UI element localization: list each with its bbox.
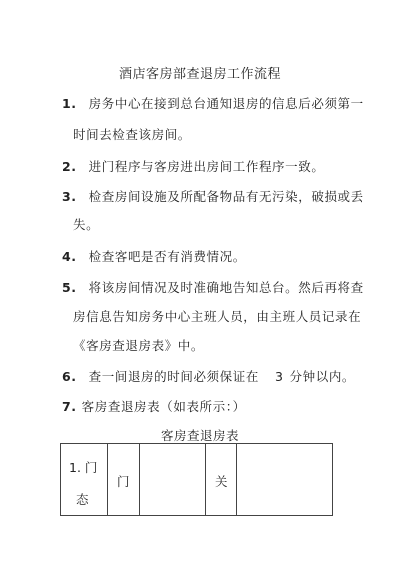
item-number: 3. [62, 189, 77, 204]
list-item-continuation: 时间去检查该房间。 [73, 127, 191, 142]
item-number: 2. [62, 159, 77, 174]
table-column-divider [205, 444, 206, 515]
list-item [62, 367, 355, 385]
list-item [62, 397, 246, 415]
table-cell-door: 门 [117, 474, 130, 489]
item-number: 6. [62, 369, 77, 384]
item-text: 进门程序与客房进出房间工作程序一致。 [88, 159, 325, 174]
item-number: 5. [62, 280, 77, 295]
list-item [62, 247, 246, 265]
list-item-continuation: 房信息告知房务中心主班人员，由主班人员记录在 [73, 309, 362, 324]
list-item [62, 157, 324, 175]
item-text: 房务中心在接到总台通知退房的信息后必须第一 [88, 96, 364, 111]
table-column-divider [236, 444, 237, 515]
list-item-continuation: 《客房查退房表》中。 [73, 338, 205, 353]
table-cell-closed: 关 [215, 474, 228, 489]
time-limit-value: 3 [274, 369, 284, 384]
item-number: 1. [62, 96, 77, 111]
checkout-table [60, 443, 333, 516]
list-item-continuation: 失。 [73, 217, 100, 232]
table-column-divider [139, 444, 140, 515]
table-cell-door-status: 1. 门 [69, 460, 98, 475]
list-item [62, 187, 364, 205]
item-text-suffix: 分钟以内。 [289, 369, 356, 384]
document-title: 酒店客房部查退房工作流程 [118, 67, 281, 82]
item-text: 检查房间设施及所配备物品有无污染，破损或丢 [88, 189, 364, 204]
table-cell-door-status-2: 态 [76, 492, 89, 507]
item-text: 客房查退房表（如表所示：） [81, 399, 246, 414]
item-text: 检查客吧是否有消费情况。 [88, 249, 246, 264]
item-number: 7. [62, 399, 77, 414]
list-item [62, 94, 364, 112]
item-number: 4. [62, 249, 77, 264]
table-column-divider [107, 444, 108, 515]
item-text: 查一间退房的时间必须保证在 [88, 369, 259, 384]
table-title: 客房查退房表 [160, 428, 239, 443]
list-item [62, 278, 364, 296]
item-text: 将该房间情况及时准确地告知总台。然后再将查 [88, 280, 364, 295]
